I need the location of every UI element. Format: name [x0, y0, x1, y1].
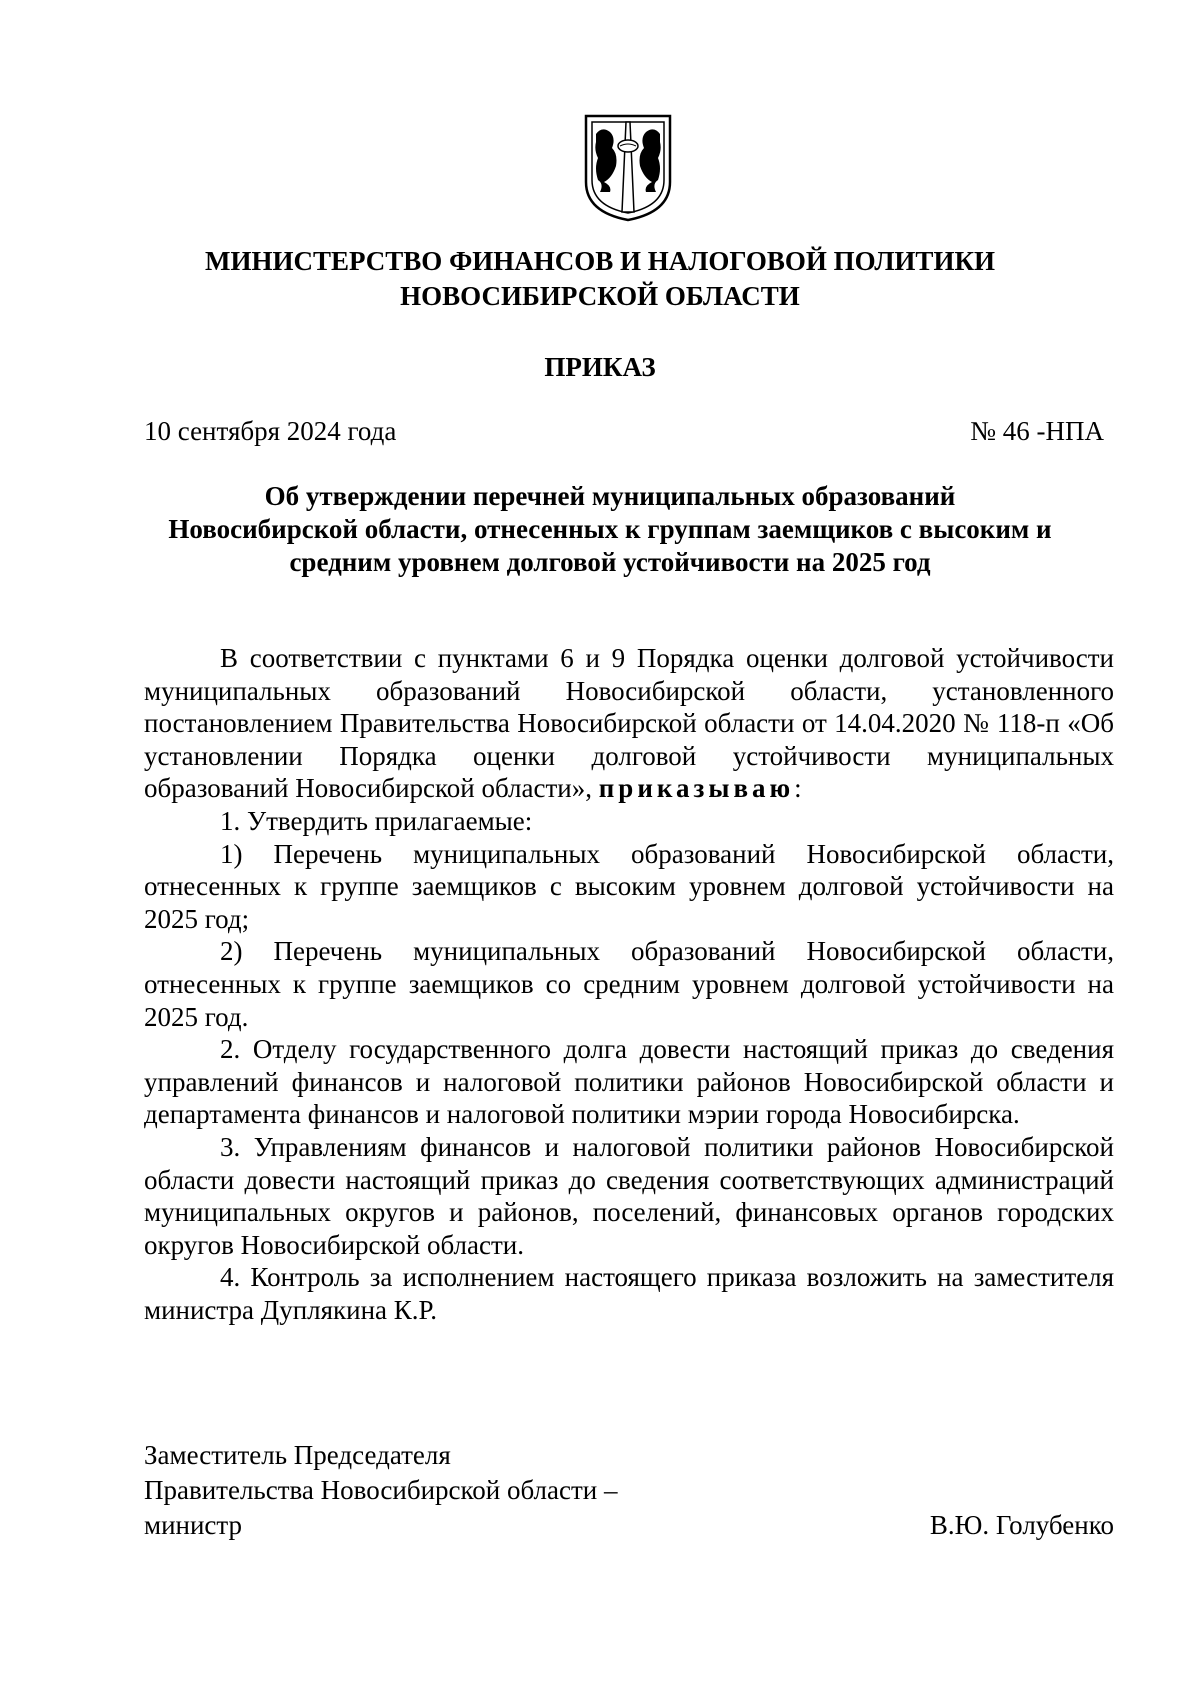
- preamble-text: В соответствии с пунктами 6 и 9 Порядка оценки долговой устойчивости муниципальных образований Новосибирской области, установленного постановлением Правительства Новосибирской области от 14.04.2020 № 118-п «Об установлении Порядка оценки долговой устойчивости муниципальных образований Новосибирской области»,: [144, 643, 1114, 804]
- signer-position-line3: министр: [144, 1510, 243, 1540]
- item-1: 1. Утвердить прилагаемые:: [220, 805, 533, 836]
- document-number: № 46 -НПА: [970, 416, 1104, 446]
- document-date: 10 сентября 2024 года: [144, 416, 397, 446]
- item-3: 3. Управлениям финансов и налоговой политики районов Новосибирской области довести настоящий приказ до сведения соответствующих администраций муниципальных округов и районов, поселений, финансовых органов городских округов Новосибирской области.: [144, 1131, 1114, 1260]
- decree-word: приказываю: [598, 773, 795, 804]
- subject-line2: Новосибирской области, отнесенных к группам заемщиков с высоким и: [168, 514, 1052, 544]
- signer-position-line2: Правительства Новосибирской области –: [144, 1475, 618, 1505]
- document-subject: [140, 480, 1080, 579]
- document-body: [144, 642, 1114, 1326]
- signer-position-line1: Заместитель Председателя: [144, 1440, 451, 1470]
- preamble-paragraph: [144, 642, 1114, 805]
- ministry-title-line2: НОВОСИБИРСКОЙ ОБЛАСТИ: [400, 281, 800, 311]
- subject-line1: Об утверждении перечней муниципальных образований: [264, 481, 956, 511]
- ministry-title: [0, 244, 1200, 314]
- item-1-2: 2) Перечень муниципальных образований Новосибирской области, отнесенных к группе заемщиков со средним уровнем долговой устойчивости на 2025 год.: [144, 936, 1114, 1032]
- coat-of-arms-icon: [582, 112, 674, 224]
- item-1-1: 1) Перечень муниципальных образований Новосибирской области, отнесенных к группе заемщиков с высоким уровнем долговой устойчивости на 2025 год;: [144, 838, 1114, 934]
- document-type: ПРИКАЗ: [544, 352, 656, 382]
- signer-name: В.Ю. Голубенко: [929, 1510, 1114, 1540]
- item-4: 4. Контроль за исполнением настоящего приказа возложить на заместителя министра Дуплякина К.Р.: [144, 1262, 1114, 1325]
- signature-block: [144, 1438, 1114, 1543]
- subject-line3: средним уровнем долговой устойчивости на 2025 год: [289, 547, 931, 577]
- ministry-title-line1: МИНИСТЕРСТВО ФИНАНСОВ И НАЛОГОВОЙ ПОЛИТИКИ: [204, 246, 996, 276]
- item-2: 2. Отделу государственного долга довести настоящий приказ до сведения управлений финансов и налоговой политики районов Новосибирской области и департамента финансов и налоговой политики мэрии города Новосибирска.: [144, 1034, 1114, 1130]
- decree-colon: :: [794, 773, 802, 804]
